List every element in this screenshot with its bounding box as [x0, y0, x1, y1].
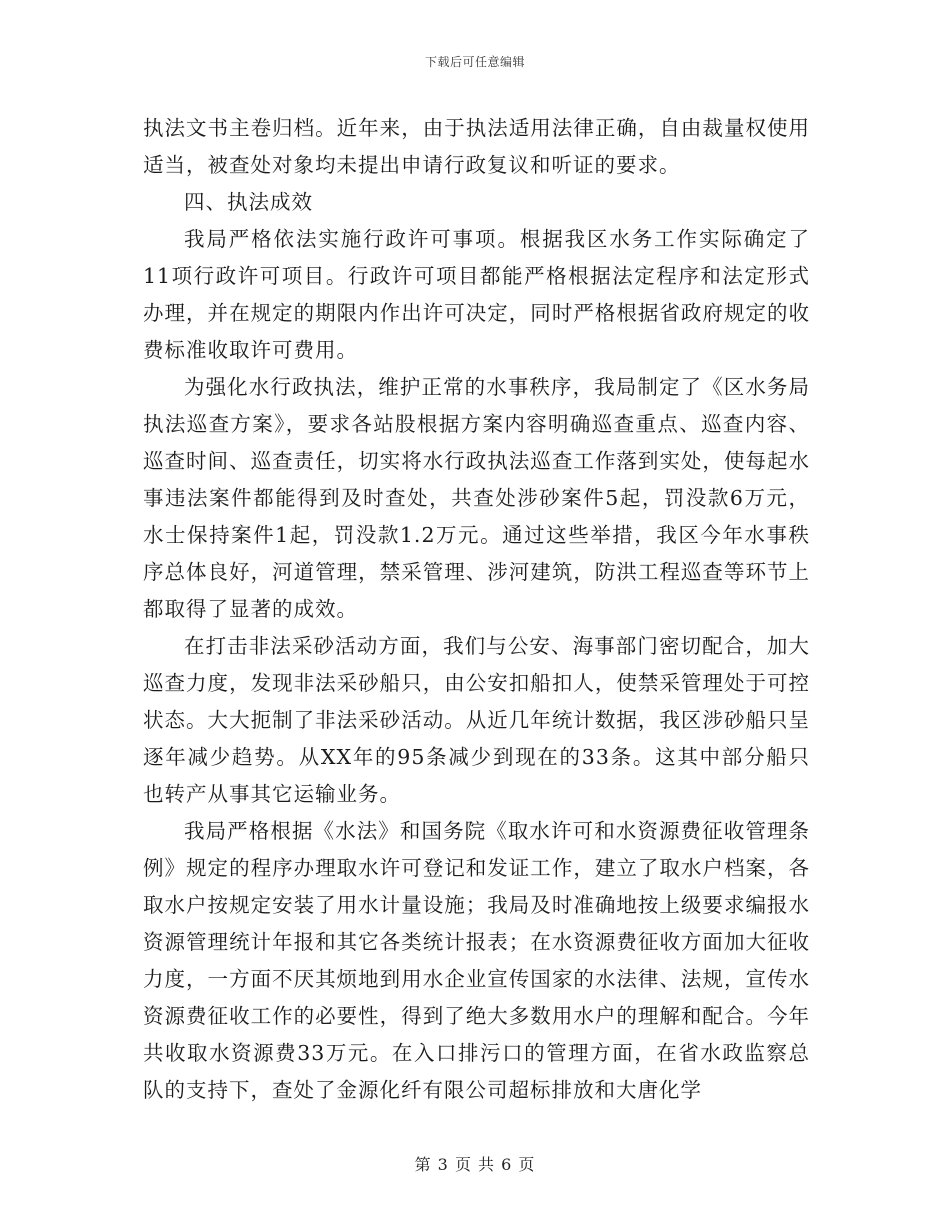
document-body — [143, 110, 810, 1109]
paragraph-illegal-sand-mining: 在打击非法采砂活动方面，我们与公安、海事部门密切配合，加大巡查力度，发现非法采砂船只，由公安扣船扣人，使禁采管理处于可控状态。大大扼制了非法采砂活动。从近几年统计数据，我区涉砂船只呈逐年减少趋势。从XX年的95条减少到现在的33条。这其中部分船只也转产从事其它运输业务。 — [143, 634, 810, 806]
paragraph-water-resource-fees: 我局严格根据《水法》和国务院《取水许可和水资源费征收管理条例》规定的程序办理取水许可登记和发证工作，建立了取水户档案，各取水户按规定安装了用水计量设施；我局及时准确地按上级要求编报水资源管理统计年报和其它各类统计报表；在水资源费征收方面加大征收力度，一方面不厌其烦地到用水企业宣传国家的水法律、法规，宣传水资源费征收工作的必要性，得到了绝大多数用水户的理解和配合。今年共收取水资源费33万元。在入口排污口的管理方面，在省水政监察总队的支持下，查处了金源化纤有限公司超标排放和大唐化学 — [143, 819, 810, 1102]
paragraph-continuation: 执法文书主卷归档。近年来，由于执法适用法律正确，自由裁量权使用适当，被查处对象均未提出申请行政复议和听证的要求。 — [143, 116, 810, 177]
section-heading: 四、执法成效 — [184, 190, 313, 214]
page-header: 下载后可任意编辑 — [424, 55, 525, 69]
paragraph-administrative-license: 我局严格依法实施行政许可事项。根据我区水务工作实际确定了11项行政许可项目。行政许可项目都能严格根据法定程序和法定形式办理，并在规定的期限内作出许可决定，同时严格根据省政府规定的收费标准收取许可费用。 — [143, 227, 810, 362]
paragraph-law-enforcement-patrol: 为强化水行政执法，维护正常的水事秩序，我局制定了《区水务局执法巡查方案》，要求各站股根据方案内容明确巡查重点、巡查内容、巡查时间、巡查责任，切实将水行政执法巡查工作落到实处，使每起水事违法案件都能得到及时查处，共查处涉砂案件5起，罚没款6万元，水士保持案件1起，罚没款1.2万元。通过这些举措，我区今年水事秩序总体良好，河道管理，禁采管理、涉河建筑，防洪工程巡查等环节上都取得了显著的成效。 — [143, 375, 810, 621]
page-number: 第 3 页 共 6 页 — [414, 1155, 536, 1174]
